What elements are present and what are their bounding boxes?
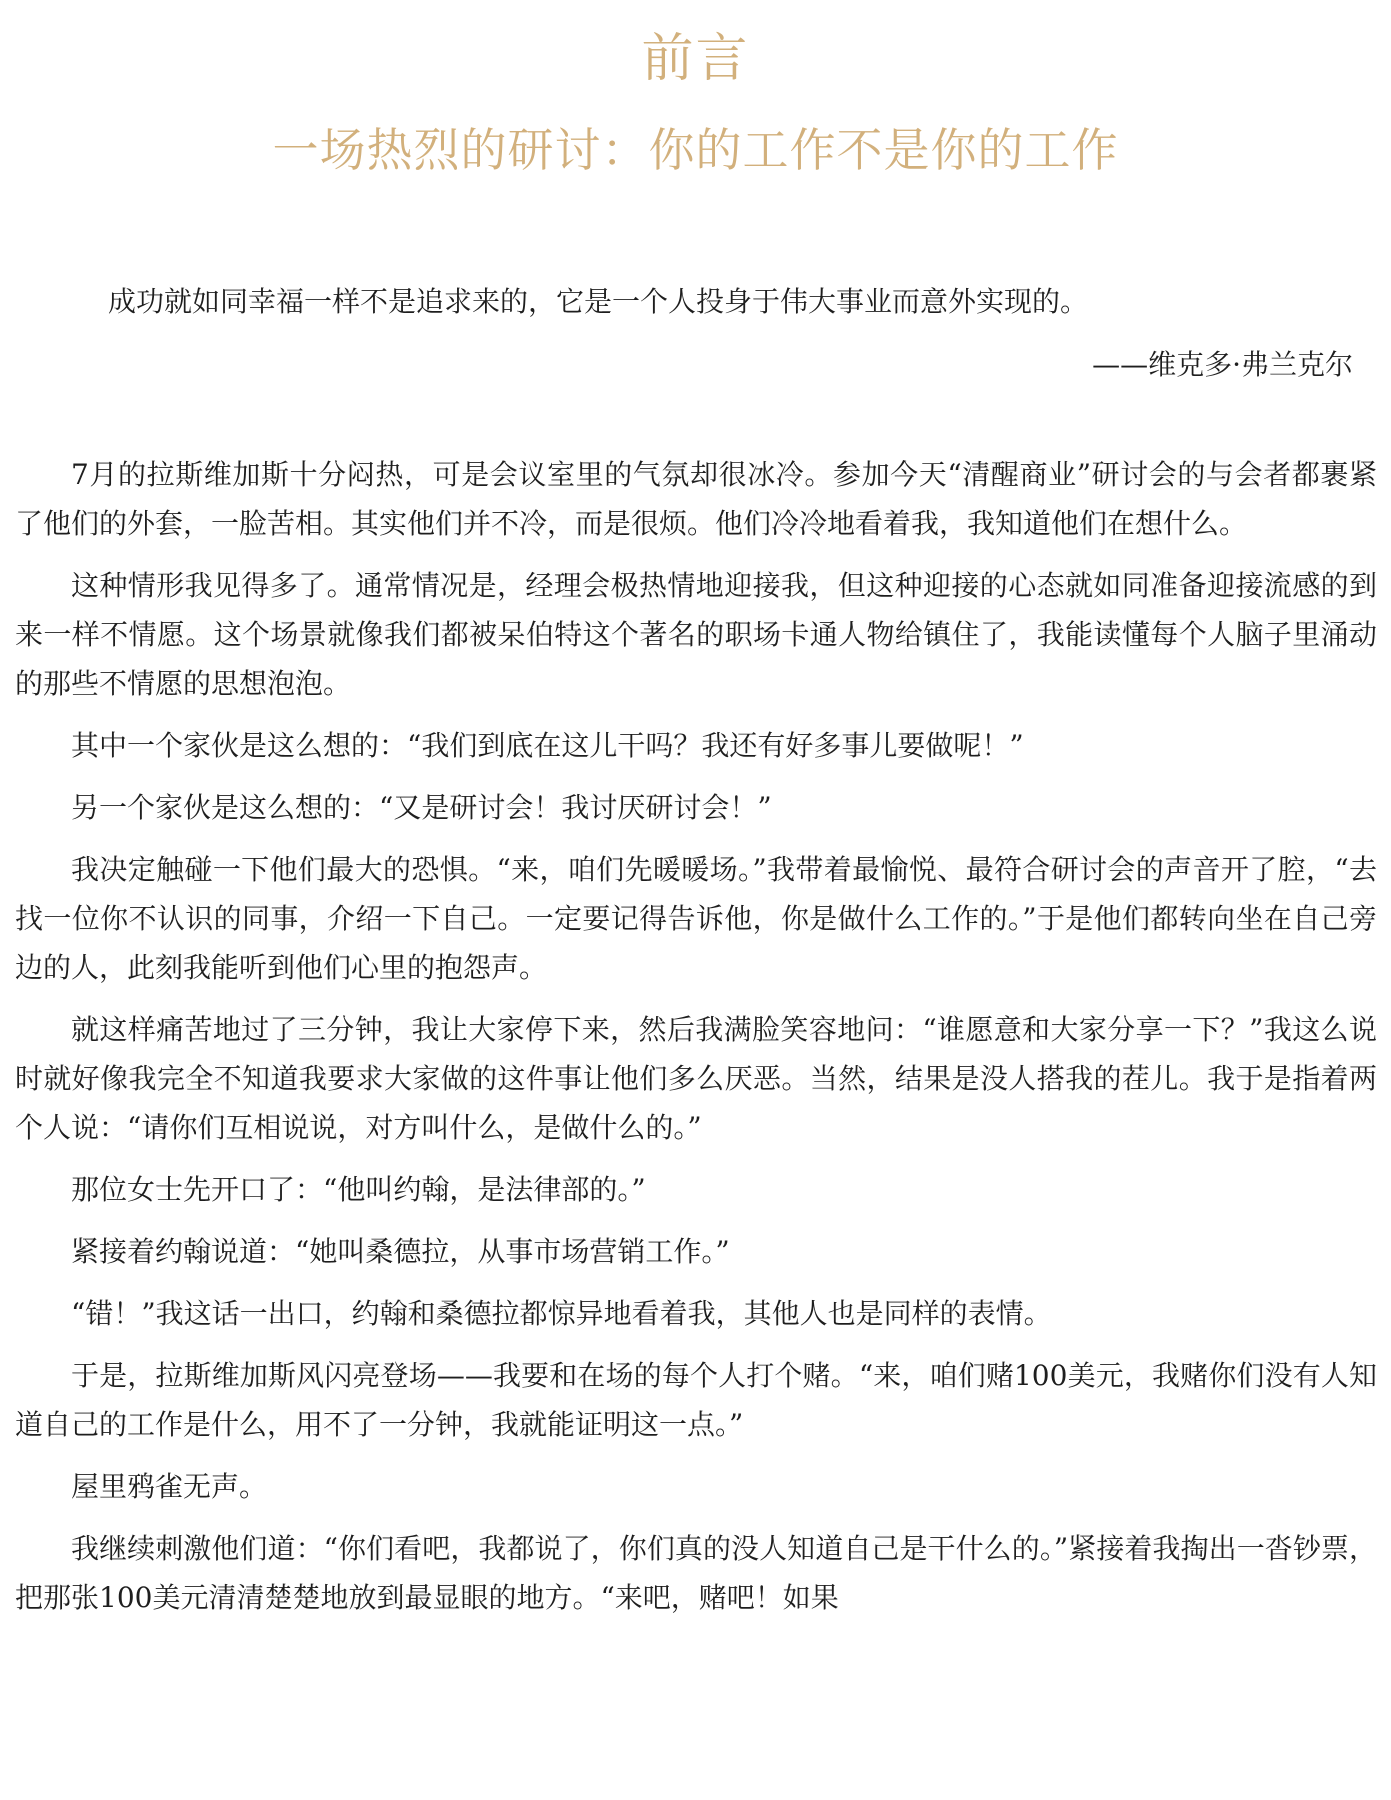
paragraph: 这种情形我见得多了。通常情况是，经理会极热情地迎接我，但这种迎接的心态就如同准备迎接流感的到来一样不情愿。这个场景就像我们都被呆伯特这个著名的职场卡通人物给镇住了，我能读懂每个人脑子里涌动的那些不情愿的思想泡泡。 <box>15 569 1377 700</box>
paragraph: 那位女士先开口了：“他叫约翰，是法律部的。” <box>71 1173 646 1206</box>
paragraph: 我继续刺激他们道：“你们看吧，我都说了，你们真的没人知道自己是干什么的。”紧接着我掏出一沓钞票，把那张100美元清清楚楚地放到最显眼的地方。“来吧，赌吧！如果 <box>15 1532 1377 1614</box>
epigraph-attribution: ——维克多·弗兰克尔 <box>1092 348 1353 381</box>
epigraph-quote: 成功就如同幸福一样不是追求来的，它是一个人投身于伟大事业而意外实现的。 <box>108 285 1089 318</box>
chapter-label: 前言 <box>641 29 750 89</box>
paragraph: 其中一个家伙是这么想的：“我们到底在这儿干吗？我还有好多事儿要做呢！” <box>71 729 1024 762</box>
paragraph: 于是，拉斯维加斯风闪亮登场——我要和在场的每个人打个赌。“来，咱们赌100美元，我赌你们没有人知道自己的工作是什么，用不了一分钟，我就能证明这一点。” <box>15 1359 1377 1441</box>
paragraph: 紧接着约翰说道：“她叫桑德拉，从事市场营销工作。” <box>71 1235 730 1268</box>
paragraph: 7月的拉斯维加斯十分闷热，可是会议室里的气氛却很冰冷。参加今天“清醒商业”研讨会的与会者都裹紧了他们的外套，一脸苦相。其实他们并不冷，而是很烦。他们冷冷地看着我，我知道他们在想什么。 <box>15 458 1377 540</box>
paragraph: 我决定触碰一下他们最大的恐惧。“来，咱们先暖暖场。”我带着最愉悦、最符合研讨会的声音开了腔，“去找一位你不认识的同事，介绍一下自己。一定要记得告诉他，你是做什么工作的。”于是他们都转向坐在自己旁边的人，此刻我能听到他们心里的抱怨声。 <box>15 853 1377 984</box>
paragraph: “错！”我这话一出口，约翰和桑德拉都惊异地看着我，其他人也是同样的表情。 <box>71 1297 1052 1330</box>
paragraph: 屋里鸦雀无声。 <box>71 1470 268 1503</box>
body-text <box>15 450 1377 1635</box>
paragraph: 另一个家伙是这么想的：“又是研讨会！我讨厌研讨会！” <box>71 791 772 824</box>
paragraph: 就这样痛苦地过了三分钟，我让大家停下来，然后我满脸笑容地问：“谁愿意和大家分享一下？”我这么说时就好像我完全不知道我要求大家做的这件事让他们多么厌恶。当然，结果是没人搭我的茬儿。我于是指着两个人说：“请你们互相说说，对方叫什么，是做什么的。” <box>15 1013 1377 1144</box>
chapter-title: 一场热烈的研讨：你的工作不是你的工作 <box>272 123 1119 177</box>
